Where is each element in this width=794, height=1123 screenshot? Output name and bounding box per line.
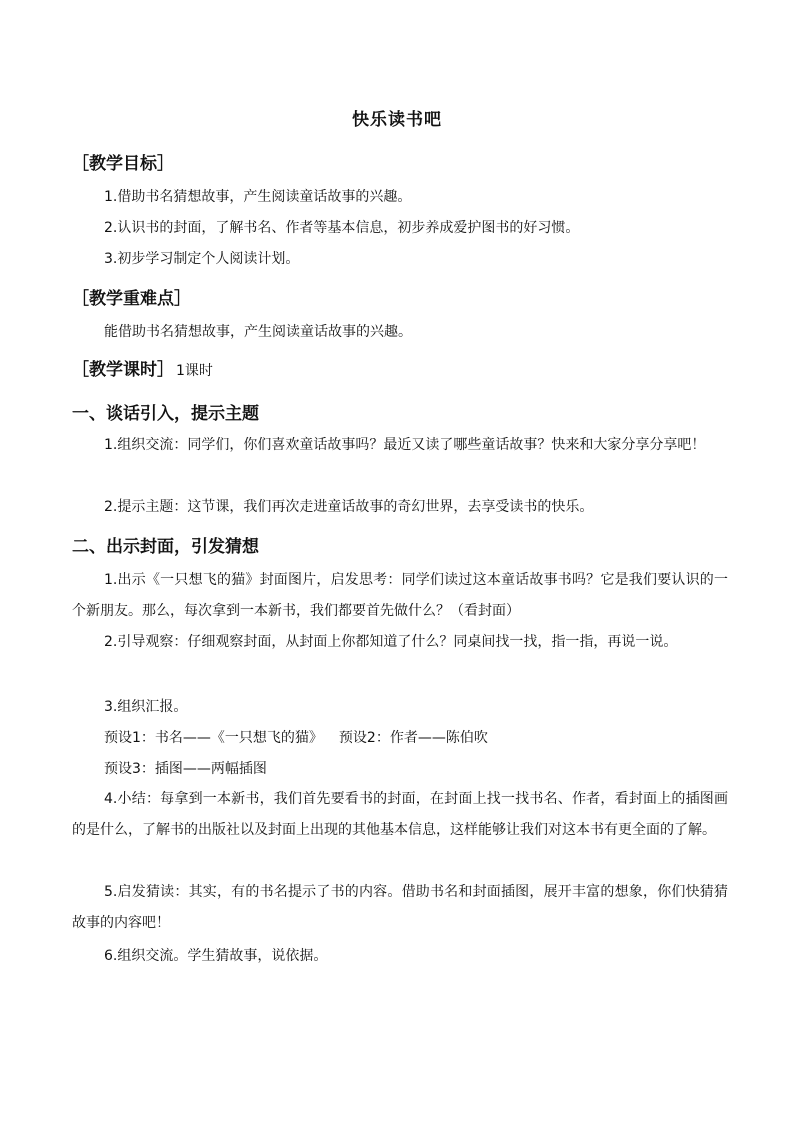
- goal-item-1: 1.借助书名猜想故事，产生阅读童话故事的兴趣。: [104, 189, 412, 205]
- document-title: 快乐读书吧: [352, 110, 442, 130]
- goal-item-3: 3.初步学习制定个人阅读计划。: [104, 251, 300, 267]
- section-heading-hours: [72, 355, 213, 380]
- part2-heading: 二、出示封面，引发猜想: [72, 537, 259, 557]
- part1-item-1: 1.组织交流：同学们，你们喜欢童话故事吗？最近又读了哪些童话故事？快来和大家分享分享吧！: [104, 437, 706, 453]
- part2-item-6: 6.组织交流。学生猜故事，说依据。: [104, 948, 328, 964]
- part2-item-3: 3.组织汇报。: [104, 699, 188, 715]
- key-points-text: 能借助书名猜想故事，产生阅读童话故事的兴趣。: [104, 324, 412, 340]
- part2-item-2: 2.引导观察：仔细观察封面，从封面上你都知道了什么？同桌间找一找，指一指，再说一说。: [104, 634, 678, 650]
- preset-line-1: [104, 727, 488, 747]
- part2-item-1: 1.出示《一只想飞的猫》封面图片，启发思考：同学们读过这本童话故事书吗？它是我们要认识的一个新朋友。那么，每次拿到一本新书，我们都要首先做什么？（看封面）: [72, 572, 728, 619]
- preset-1: 预设1：书名——《一只想飞的猫》: [104, 730, 323, 746]
- hours-heading: ［教学课时］: [72, 360, 174, 380]
- preset-2: 预设2：作者——陈伯吹: [338, 730, 488, 746]
- part1-heading: 一、谈话引入，提示主题: [72, 404, 259, 424]
- section-heading-key-points: ［教学重难点］: [72, 289, 191, 309]
- part1-item-2: 2.提示主题：这节课，我们再次走进童话故事的奇幻世界，去享受读书的快乐。: [104, 499, 594, 515]
- preset-3: 预设3：插图——两幅插图: [104, 761, 267, 777]
- part2-item-4: 4.小结：每拿到一本新书，我们首先要看书的封面，在封面上找一找书名、作者，看封面上的插图画的是什么，了解书的出版社以及封面上出现的其他基本信息，这样能够让我们对这本书有更全面的了解。: [72, 791, 728, 838]
- part2-item-5: 5.启发猜读：其实，有的书名提示了书的内容。借助书名和封面插图，展开丰富的想象，你们快猜猜故事的内容吧！: [72, 884, 728, 931]
- hours-value: 1课时: [176, 363, 213, 379]
- section-heading-goals: ［教学目标］: [72, 154, 174, 174]
- goal-item-2: 2.认识书的封面，了解书名、作者等基本信息，初步养成爱护图书的好习惯。: [104, 220, 580, 236]
